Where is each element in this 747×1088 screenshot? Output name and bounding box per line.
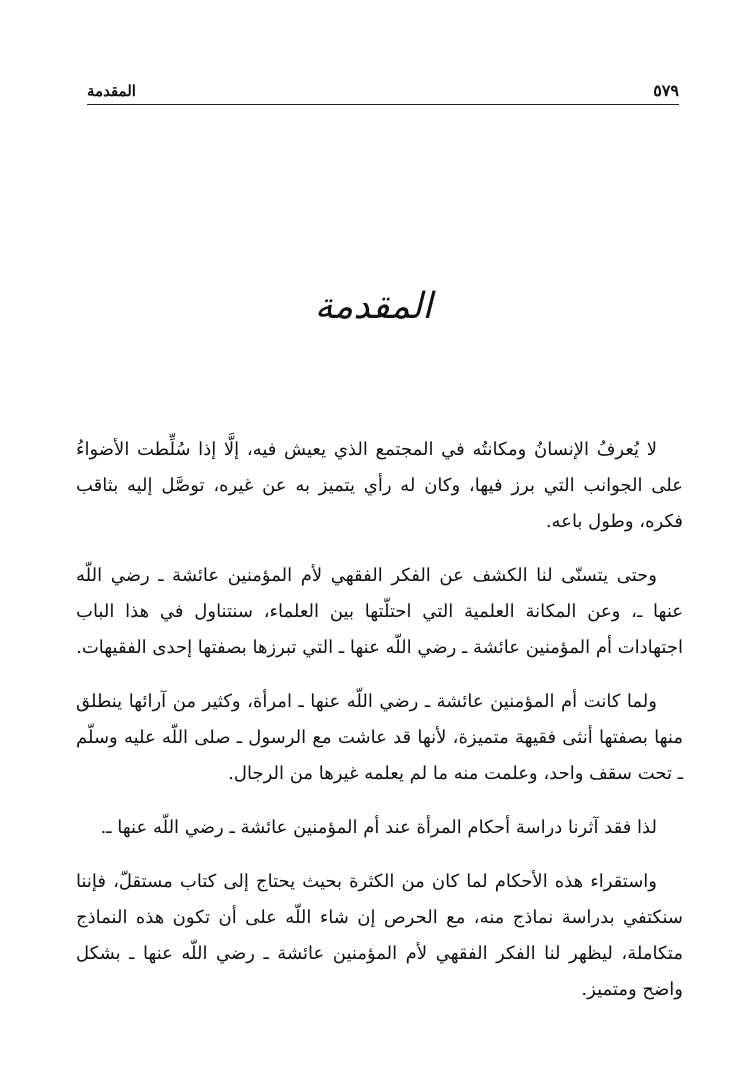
paragraph: لذا فقد آثرنا دراسة أحكام المرأة عند أم المؤمنين عائشة ـ رضي اللّه عنها ـ. <box>100 817 657 838</box>
running-title: المقدمة <box>87 82 136 100</box>
running-head <box>87 76 679 106</box>
body-text <box>76 432 683 1026</box>
paragraph: وحتى يتسنّى لنا الكشف عن الفكر الفقهي لأم المؤمنين عائشة ـ رضي اللّه عنها ـ، وعن المكانة العلمية التي احتلّتها بين العلماء، سنتناول في هذا الباب اجتهادات أم المؤمنين عائشة ـ رضي اللّه عنها ـ التي تبرزها بصفتها إحدى الفقيهات. <box>76 565 683 658</box>
page-number: ٥٧٩ <box>653 81 679 100</box>
paragraph: ولما كانت أم المؤمنين عائشة ـ رضي اللّه عنها ـ امرأة، وكثير من آرائها ينطلق منها بصفتها أنثى فقيهة متميزة، لأنها قد عاشت مع الرسول ـ صلى اللّه عليه وسلّم ـ تحت سقف واحد، وعلمت منه ما لم يعلمه غيرها من الرجال. <box>76 691 683 784</box>
chapter-title: المقدمة <box>314 286 433 327</box>
header-rule <box>87 104 679 105</box>
paragraph: واستقراء هذه الأحكام لما كان من الكثرة بحيث يحتاج إلى كتاب مستقلّ، فإننا سنكتفي بدراسة نماذج منه، مع الحرص إن شاء اللّه على أن تكون هذه النماذج متكاملة، ليظهر لنا الفكر الفقهي لأم المؤمنين عائشة ـ رضي اللّه عنها ـ بشكل واضح ومتميز. <box>76 871 683 1000</box>
paragraph: لا يُعرفُ الإنسانُ ومكانتُه في المجتمع الذي يعيش فيه، إلَّا إذا سُلِّطت الأضواءُ على الجوانب التي برز فيها، وكان له رأي يتميز به عن غيره، توصَّل إليه بثاقب فكره، وطول باعه. <box>76 439 683 532</box>
